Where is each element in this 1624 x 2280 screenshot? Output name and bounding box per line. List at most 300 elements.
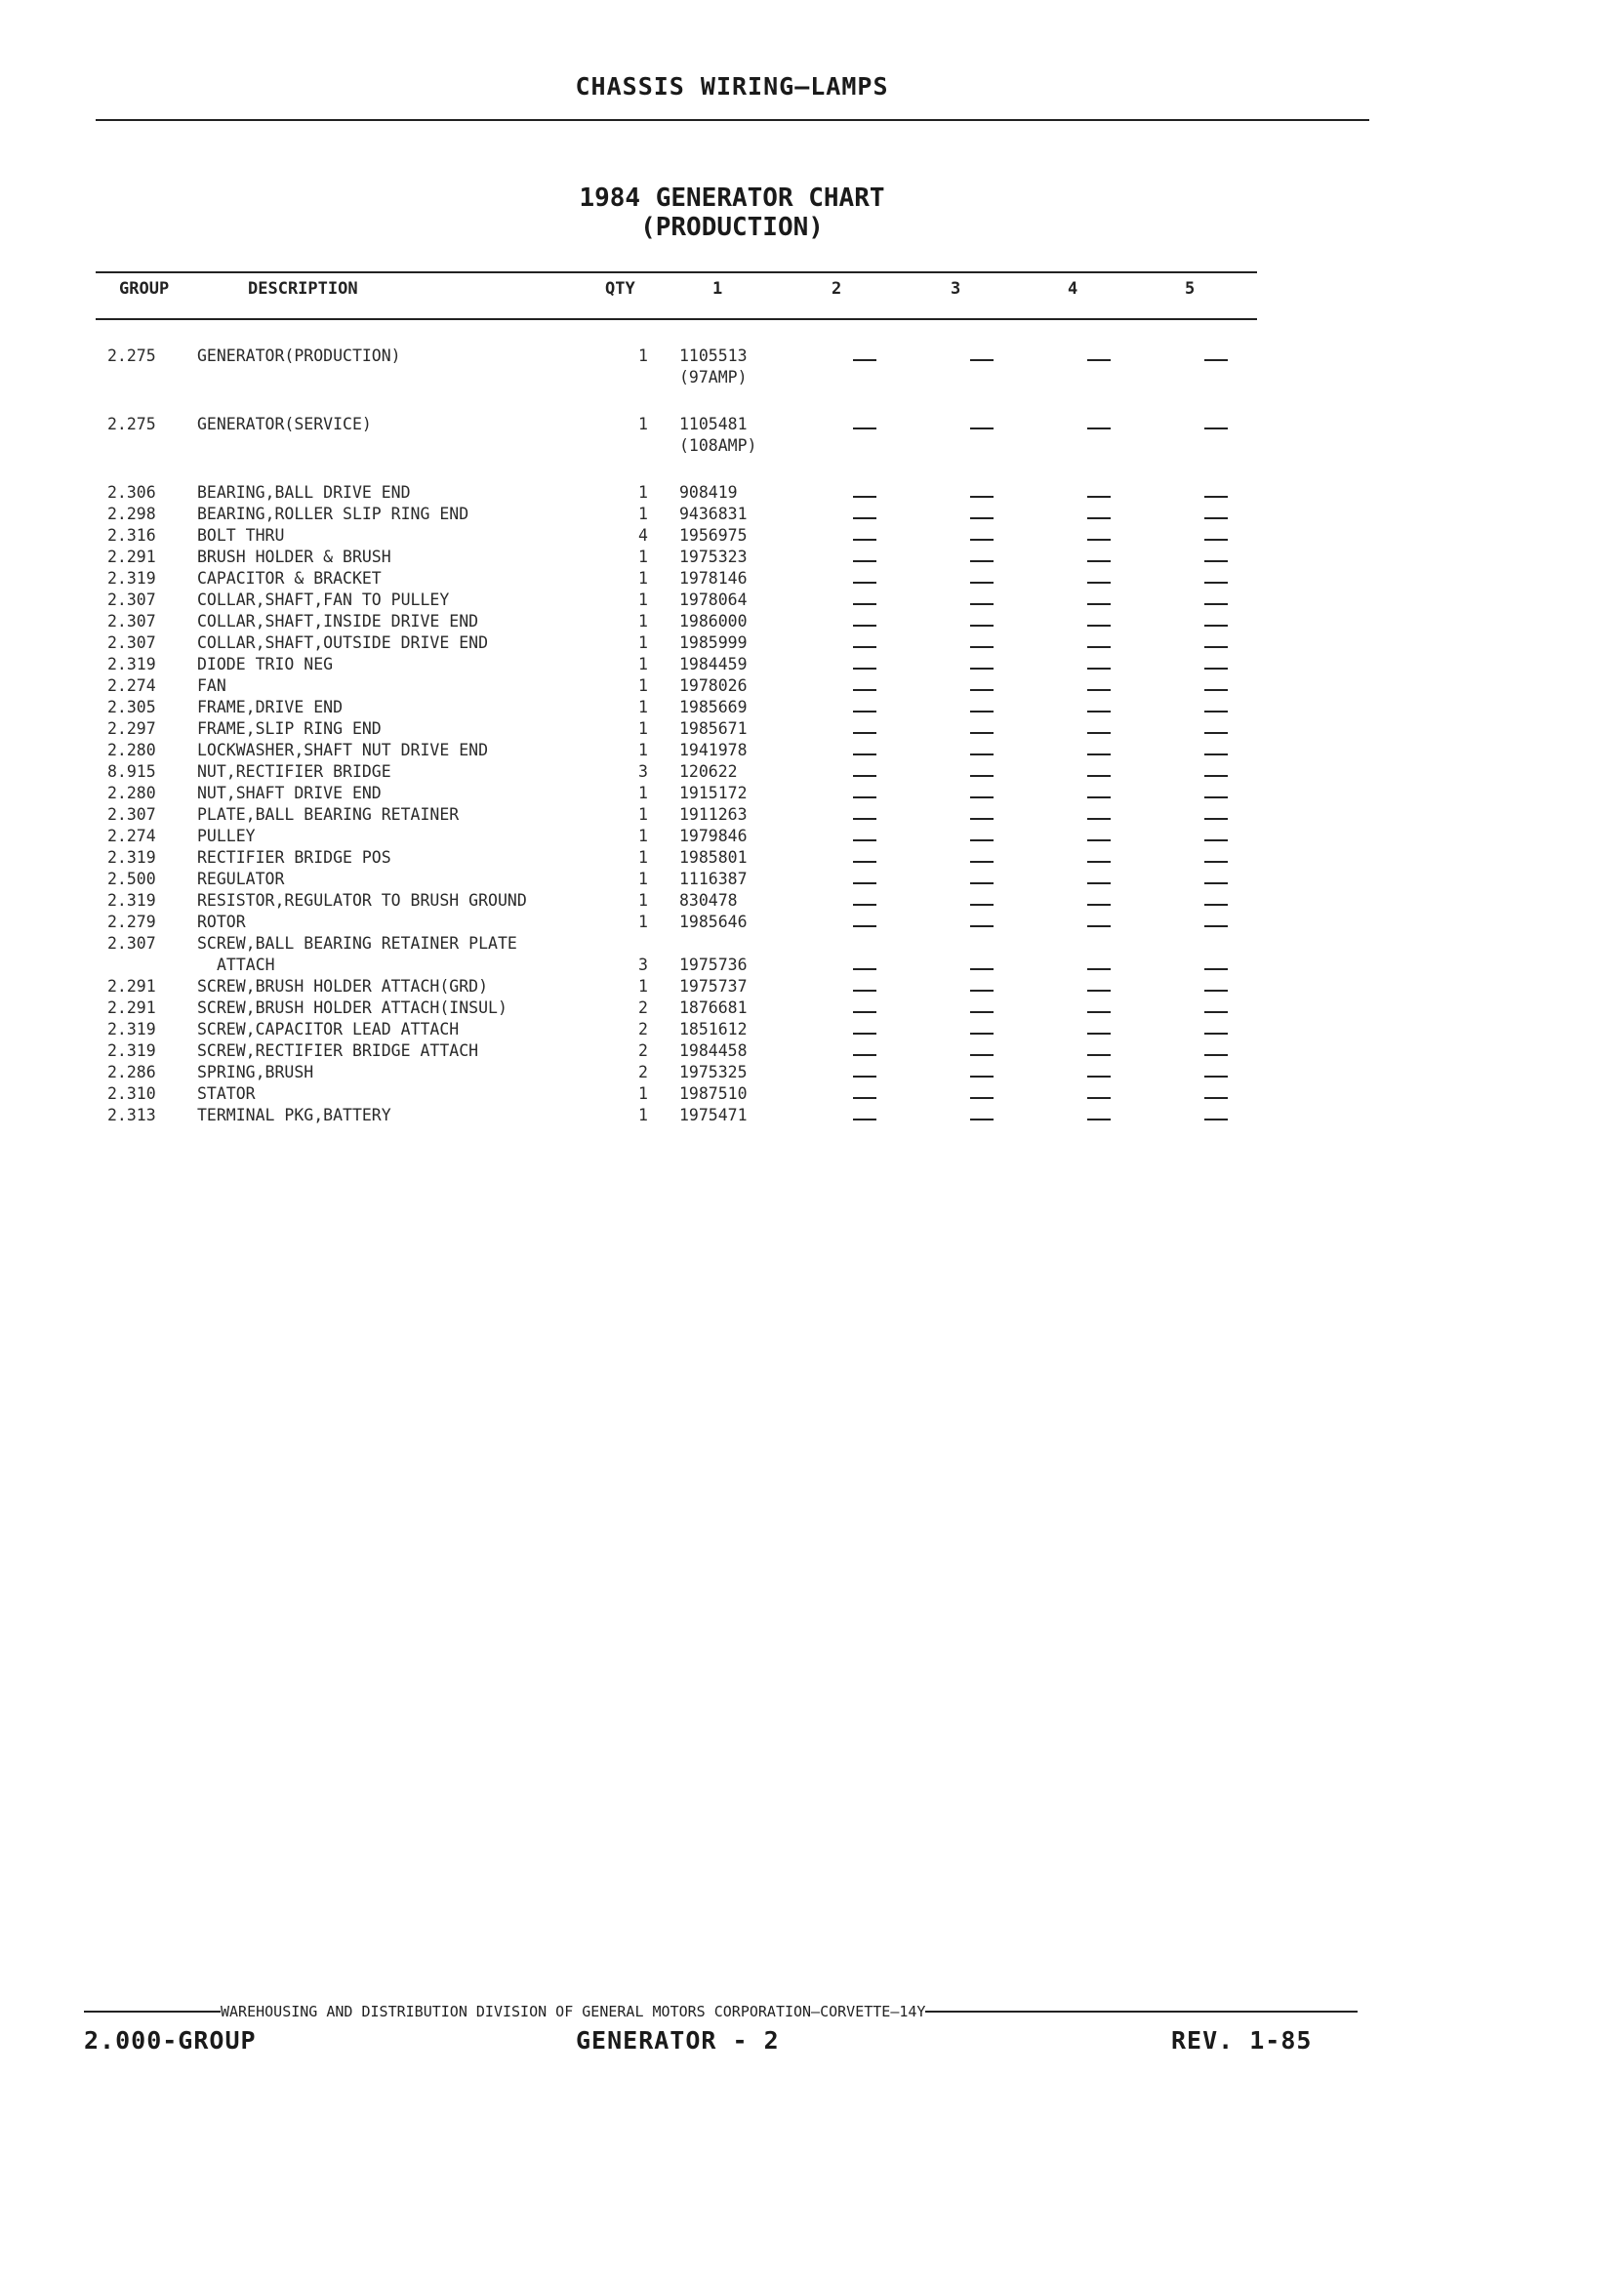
dash-mark — [853, 1011, 876, 1013]
dash-mark — [1204, 990, 1228, 992]
column-2-cell — [835, 1062, 953, 1083]
column-3-cell — [953, 826, 1070, 847]
group-cell: 2.286 — [107, 1063, 156, 1081]
dash-mark — [853, 968, 876, 970]
group-cell: 2.319 — [107, 569, 156, 588]
dash-mark — [853, 1119, 876, 1120]
part-number-cell: 120622 — [679, 762, 738, 781]
description-cell-continued: ATTACH — [217, 956, 275, 974]
dash-mark — [970, 1054, 994, 1056]
dash-mark — [853, 732, 876, 734]
dash-mark — [1087, 839, 1111, 841]
column-3-cell — [953, 1040, 1070, 1062]
column-3-cell — [953, 976, 1070, 998]
dash-mark — [1204, 839, 1228, 841]
qty-cell: 1 — [638, 827, 648, 845]
qty-cell: 1 — [638, 633, 648, 652]
dash-mark — [853, 818, 876, 820]
qty-cell: 1 — [638, 741, 648, 759]
description-cell: FRAME,SLIP RING END — [197, 719, 382, 738]
qty-cell: 1 — [638, 505, 648, 523]
group-cell: 2.280 — [107, 741, 156, 759]
dash-mark — [1204, 1011, 1228, 1013]
part-number-cell: 1851612 — [679, 1020, 748, 1038]
qty-cell: 2 — [638, 1020, 648, 1038]
chart-title: 1984 GENERATOR CHART — [579, 183, 885, 213]
group-cell: 2.500 — [107, 870, 156, 888]
column-4-cell — [1070, 675, 1187, 697]
qty-cell: 1 — [638, 346, 648, 365]
dash-mark — [1087, 646, 1111, 648]
page-header: CHASSIS WIRING—LAMPS — [575, 72, 889, 101]
table-row — [107, 740, 1304, 761]
column-2-cell — [835, 1105, 953, 1126]
column-2-cell — [835, 632, 953, 654]
column-4-cell — [1070, 568, 1187, 590]
dash-mark — [853, 603, 876, 605]
table-row — [107, 1105, 1304, 1126]
description-cell: COLLAR,SHAFT,INSIDE DRIVE END — [197, 612, 479, 631]
qty-cell — [638, 933, 679, 955]
dash-mark — [970, 560, 994, 562]
dash-mark — [853, 925, 876, 927]
dash-mark — [970, 668, 994, 670]
column-3-cell — [953, 998, 1070, 1019]
dash-mark — [1087, 517, 1111, 519]
column-2-cell — [835, 547, 953, 568]
qty-cell — [638, 367, 679, 388]
group-cell: 2.274 — [107, 676, 156, 695]
table-row — [107, 675, 1304, 697]
table-row — [107, 590, 1304, 611]
column-2-cell — [835, 697, 953, 718]
group-cell: 2.307 — [107, 805, 156, 824]
table-row — [107, 1062, 1304, 1083]
column-5-cell — [1187, 1083, 1304, 1105]
dash-mark — [1204, 796, 1228, 798]
dash-mark — [1087, 861, 1111, 863]
column-4-cell — [1070, 504, 1187, 525]
column-4-cell — [1070, 955, 1187, 976]
group-cell: 2.319 — [107, 891, 156, 910]
column-2-cell — [835, 740, 953, 761]
table-row — [107, 998, 1304, 1019]
dash-mark — [1087, 796, 1111, 798]
column-2-cell — [835, 654, 953, 675]
column-2-cell — [835, 675, 953, 697]
column-header-1: 1 — [712, 279, 723, 299]
column-4-cell — [1070, 367, 1187, 388]
column-3-cell — [953, 847, 1070, 869]
column-4-cell — [1070, 1040, 1187, 1062]
table-top-rule — [96, 271, 1257, 273]
dash-mark — [1204, 582, 1228, 584]
column-3-cell — [953, 482, 1070, 504]
column-3-cell — [953, 912, 1070, 933]
group-cell: 2.291 — [107, 548, 156, 566]
column-4-cell — [1070, 1019, 1187, 1040]
dash-mark — [853, 560, 876, 562]
part-number-cell: 1985801 — [679, 848, 748, 867]
column-5-cell — [1187, 414, 1304, 435]
column-2-cell — [835, 1019, 953, 1040]
column-2-cell — [835, 525, 953, 547]
column-2-cell — [835, 1040, 953, 1062]
column-2-cell — [835, 976, 953, 998]
dash-mark — [970, 861, 994, 863]
group-cell: 2.319 — [107, 848, 156, 867]
dash-mark — [1204, 861, 1228, 863]
column-5-cell — [1187, 869, 1304, 890]
group-cell: 2.313 — [107, 1106, 156, 1124]
dash-mark — [1204, 818, 1228, 820]
footer-revision: REV. 1-85 — [1171, 2026, 1313, 2055]
part-number-cell: 1985671 — [679, 719, 748, 738]
dash-mark — [1204, 904, 1228, 906]
column-5-cell — [1187, 547, 1304, 568]
column-3-cell — [953, 783, 1070, 804]
group-cell: 2.275 — [107, 415, 156, 433]
table-row — [107, 826, 1304, 847]
dash-mark — [1204, 496, 1228, 498]
description-cell: SCREW,BRUSH HOLDER ATTACH(GRD) — [197, 977, 489, 996]
dash-mark — [970, 732, 994, 734]
dash-mark — [1087, 359, 1111, 361]
dash-mark — [970, 839, 994, 841]
dash-mark — [1087, 1033, 1111, 1035]
dash-mark — [853, 796, 876, 798]
description-cell: GENERATOR(SERVICE) — [197, 415, 372, 433]
column-5-cell — [1187, 912, 1304, 933]
description-cell: DIODE TRIO NEG — [197, 655, 334, 673]
qty-cell: 1 — [638, 590, 648, 609]
dash-mark — [1204, 775, 1228, 777]
column-header-2: 2 — [832, 279, 842, 299]
dash-mark — [1087, 582, 1111, 584]
table-row — [107, 525, 1304, 547]
part-number-cell: 1985999 — [679, 633, 748, 652]
dash-mark — [1087, 625, 1111, 627]
column-2-cell — [835, 869, 953, 890]
table-row — [107, 414, 1304, 435]
column-header-description: DESCRIPTION — [248, 279, 358, 299]
description-cell: STATOR — [197, 1084, 256, 1103]
part-number-cell: 1985669 — [679, 698, 748, 716]
part-number-cell: 9436831 — [679, 505, 748, 523]
column-4-cell — [1070, 869, 1187, 890]
column-4-cell — [1070, 976, 1187, 998]
group-cell: 2.297 — [107, 719, 156, 738]
description-cell: BRUSH HOLDER & BRUSH — [197, 548, 391, 566]
dash-mark — [853, 668, 876, 670]
dash-mark — [1087, 1119, 1111, 1120]
dash-mark — [853, 1033, 876, 1035]
part-number-cell: 908419 — [679, 483, 738, 502]
column-2-cell — [835, 590, 953, 611]
part-number-cell: 1984458 — [679, 1041, 748, 1060]
column-5-cell — [1187, 998, 1304, 1019]
table-row — [107, 976, 1304, 998]
footer-group-ref: 2.000-GROUP — [84, 2026, 257, 2055]
table-row — [107, 1019, 1304, 1040]
qty-cell: 1 — [638, 870, 648, 888]
dash-mark — [1204, 539, 1228, 541]
dash-mark — [970, 428, 994, 429]
row-spacer — [107, 457, 1304, 482]
column-3-cell — [953, 654, 1070, 675]
dash-mark — [1087, 990, 1111, 992]
column-5-cell — [1187, 675, 1304, 697]
part-number-cell: 1956975 — [679, 526, 748, 545]
table-row — [107, 1083, 1304, 1105]
column-4-cell — [1070, 346, 1187, 367]
column-2-cell — [835, 890, 953, 912]
dash-mark — [970, 539, 994, 541]
table-row — [107, 890, 1304, 912]
column-3-cell — [953, 675, 1070, 697]
description-cell — [197, 367, 638, 388]
table-row — [107, 869, 1304, 890]
column-header-3: 3 — [951, 279, 961, 299]
qty-cell: 1 — [638, 784, 648, 802]
column-5-cell — [1187, 1105, 1304, 1126]
table-row — [107, 783, 1304, 804]
column-5-cell — [1187, 890, 1304, 912]
column-3-cell — [953, 1019, 1070, 1040]
dash-mark — [970, 689, 994, 691]
dash-mark — [970, 775, 994, 777]
dash-mark — [853, 496, 876, 498]
column-2-cell — [835, 912, 953, 933]
table-row — [107, 847, 1304, 869]
column-5-cell — [1187, 346, 1304, 367]
group-cell: 2.305 — [107, 698, 156, 716]
table-row — [107, 718, 1304, 740]
column-5-cell — [1187, 697, 1304, 718]
dash-mark — [1204, 517, 1228, 519]
dash-mark — [970, 1119, 994, 1120]
dash-mark — [853, 990, 876, 992]
column-5-cell — [1187, 482, 1304, 504]
table-row — [107, 804, 1304, 826]
dash-mark — [970, 625, 994, 627]
column-3-cell — [953, 611, 1070, 632]
qty-cell: 1 — [638, 1084, 648, 1103]
group-cell: 2.291 — [107, 977, 156, 996]
column-4-cell — [1070, 697, 1187, 718]
column-header-5: 5 — [1185, 279, 1196, 299]
dash-mark — [1087, 775, 1111, 777]
group-cell — [107, 435, 197, 457]
division-text: WAREHOUSING AND DISTRIBUTION DIVISION OF GENERAL MOTORS CORPORATION—CORVETTE—14Y — [221, 2003, 926, 2020]
description-cell: SCREW,BALL BEARING RETAINER PLATE — [197, 934, 517, 953]
column-2-cell — [835, 414, 953, 435]
part-number-cell: 1105513 — [679, 346, 748, 365]
column-3-cell — [953, 869, 1070, 890]
part-number-cell: 1987510 — [679, 1084, 748, 1103]
column-4-cell — [1070, 740, 1187, 761]
group-cell: 2.279 — [107, 913, 156, 931]
dash-mark — [1204, 689, 1228, 691]
dash-mark — [1204, 1076, 1228, 1078]
column-3-cell — [953, 525, 1070, 547]
part-number-cell: 1978026 — [679, 676, 748, 695]
column-4-cell — [1070, 718, 1187, 740]
description-cell: PULLEY — [197, 827, 256, 845]
description-cell: NUT,RECTIFIER BRIDGE — [197, 762, 391, 781]
column-2-cell — [835, 783, 953, 804]
dash-mark — [853, 882, 876, 884]
dash-mark — [1087, 925, 1111, 927]
dash-mark — [970, 1033, 994, 1035]
column-3-cell — [953, 590, 1070, 611]
part-number-cell: 1979846 — [679, 827, 748, 845]
group-cell — [107, 955, 197, 976]
dash-mark — [1087, 904, 1111, 906]
column-4-cell — [1070, 998, 1187, 1019]
dash-mark — [1204, 646, 1228, 648]
part-number-cell: 1975323 — [679, 548, 748, 566]
description-cell: RESISTOR,REGULATOR TO BRUSH GROUND — [197, 891, 527, 910]
dash-mark — [1204, 968, 1228, 970]
qty-cell: 1 — [638, 548, 648, 566]
dash-mark — [1087, 1076, 1111, 1078]
qty-cell: 1 — [638, 805, 648, 824]
part-number-cell: 1984459 — [679, 655, 748, 673]
dash-mark — [1204, 359, 1228, 361]
dash-mark — [1204, 668, 1228, 670]
dash-mark — [1204, 603, 1228, 605]
dash-mark — [970, 1076, 994, 1078]
column-3-cell — [953, 346, 1070, 367]
table-row — [107, 761, 1304, 783]
dash-mark — [853, 689, 876, 691]
table-row-note — [107, 435, 1304, 457]
column-2-cell — [835, 847, 953, 869]
dash-mark — [1087, 968, 1111, 970]
qty-cell: 1 — [638, 719, 648, 738]
part-number-cell: 1975471 — [679, 1106, 748, 1124]
description-cell — [197, 435, 638, 457]
part-number-cell: 1911263 — [679, 805, 748, 824]
dash-mark — [1204, 925, 1228, 927]
column-2-cell — [835, 504, 953, 525]
dash-mark — [853, 861, 876, 863]
dash-mark — [970, 359, 994, 361]
part-number-cell: 1975737 — [679, 977, 748, 996]
dash-mark — [1087, 539, 1111, 541]
dash-mark — [853, 646, 876, 648]
column-4-cell — [1070, 435, 1187, 457]
column-2-cell — [835, 761, 953, 783]
dash-mark — [853, 711, 876, 712]
column-header-qty: QTY — [605, 279, 635, 299]
group-cell: 2.275 — [107, 346, 156, 365]
description-cell: TERMINAL PKG,BATTERY — [197, 1106, 391, 1124]
dash-mark — [970, 990, 994, 992]
dash-mark — [853, 1054, 876, 1056]
dash-mark — [853, 839, 876, 841]
description-cell: FAN — [197, 676, 226, 695]
column-5-cell — [1187, 435, 1304, 457]
dash-mark — [853, 775, 876, 777]
column-2-cell — [835, 435, 953, 457]
part-number-cell: 1978064 — [679, 590, 748, 609]
table-row — [107, 632, 1304, 654]
dash-mark — [1087, 560, 1111, 562]
column-5-cell — [1187, 933, 1304, 955]
group-cell: 2.298 — [107, 505, 156, 523]
table-row — [107, 346, 1304, 367]
parts-table — [107, 346, 1304, 1126]
qty-cell: 1 — [638, 848, 648, 867]
dash-mark — [853, 625, 876, 627]
description-cell: FRAME,DRIVE END — [197, 698, 344, 716]
dash-mark — [1204, 1054, 1228, 1056]
column-5-cell — [1187, 654, 1304, 675]
dash-mark — [970, 796, 994, 798]
dash-mark — [970, 882, 994, 884]
footer-page-title: GENERATOR - 2 — [576, 2026, 780, 2055]
dash-mark — [970, 904, 994, 906]
column-4-cell — [1070, 482, 1187, 504]
description-cell: ROTOR — [197, 913, 246, 931]
column-3-cell — [953, 1062, 1070, 1083]
column-4-cell — [1070, 933, 1187, 955]
dash-mark — [1087, 668, 1111, 670]
column-4-cell — [1070, 611, 1187, 632]
column-3-cell — [953, 547, 1070, 568]
qty-cell: 1 — [638, 612, 648, 631]
column-5-cell — [1187, 783, 1304, 804]
column-5-cell — [1187, 826, 1304, 847]
group-cell: 2.307 — [107, 934, 156, 953]
column-3-cell — [953, 955, 1070, 976]
column-3-cell — [953, 1083, 1070, 1105]
group-cell — [107, 367, 197, 388]
part-number-cell — [679, 933, 835, 955]
description-cell: BOLT THRU — [197, 526, 285, 545]
table-row — [107, 654, 1304, 675]
column-5-cell — [1187, 367, 1304, 388]
qty-cell: 1 — [638, 913, 648, 931]
amp-rating-cell: (97AMP) — [679, 368, 748, 387]
table-row — [107, 547, 1304, 568]
column-5-cell — [1187, 590, 1304, 611]
dash-mark — [853, 517, 876, 519]
column-5-cell — [1187, 718, 1304, 740]
column-3-cell — [953, 740, 1070, 761]
description-cell: PLATE,BALL BEARING RETAINER — [197, 805, 460, 824]
dash-mark — [1087, 818, 1111, 820]
group-cell: 2.307 — [107, 633, 156, 652]
column-5-cell — [1187, 525, 1304, 547]
qty-cell — [638, 435, 679, 457]
description-cell: SCREW,RECTIFIER BRIDGE ATTACH — [197, 1041, 479, 1060]
table-header-rule — [96, 318, 1257, 320]
dash-mark — [1204, 625, 1228, 627]
column-4-cell — [1070, 632, 1187, 654]
dash-mark — [1087, 689, 1111, 691]
column-3-cell — [953, 504, 1070, 525]
group-cell: 2.319 — [107, 1020, 156, 1038]
dash-mark — [1204, 732, 1228, 734]
description-cell: COLLAR,SHAFT,FAN TO PULLEY — [197, 590, 450, 609]
column-5-cell — [1187, 611, 1304, 632]
column-2-cell — [835, 804, 953, 826]
part-number-cell: 1975325 — [679, 1063, 748, 1081]
dash-mark — [970, 753, 994, 755]
